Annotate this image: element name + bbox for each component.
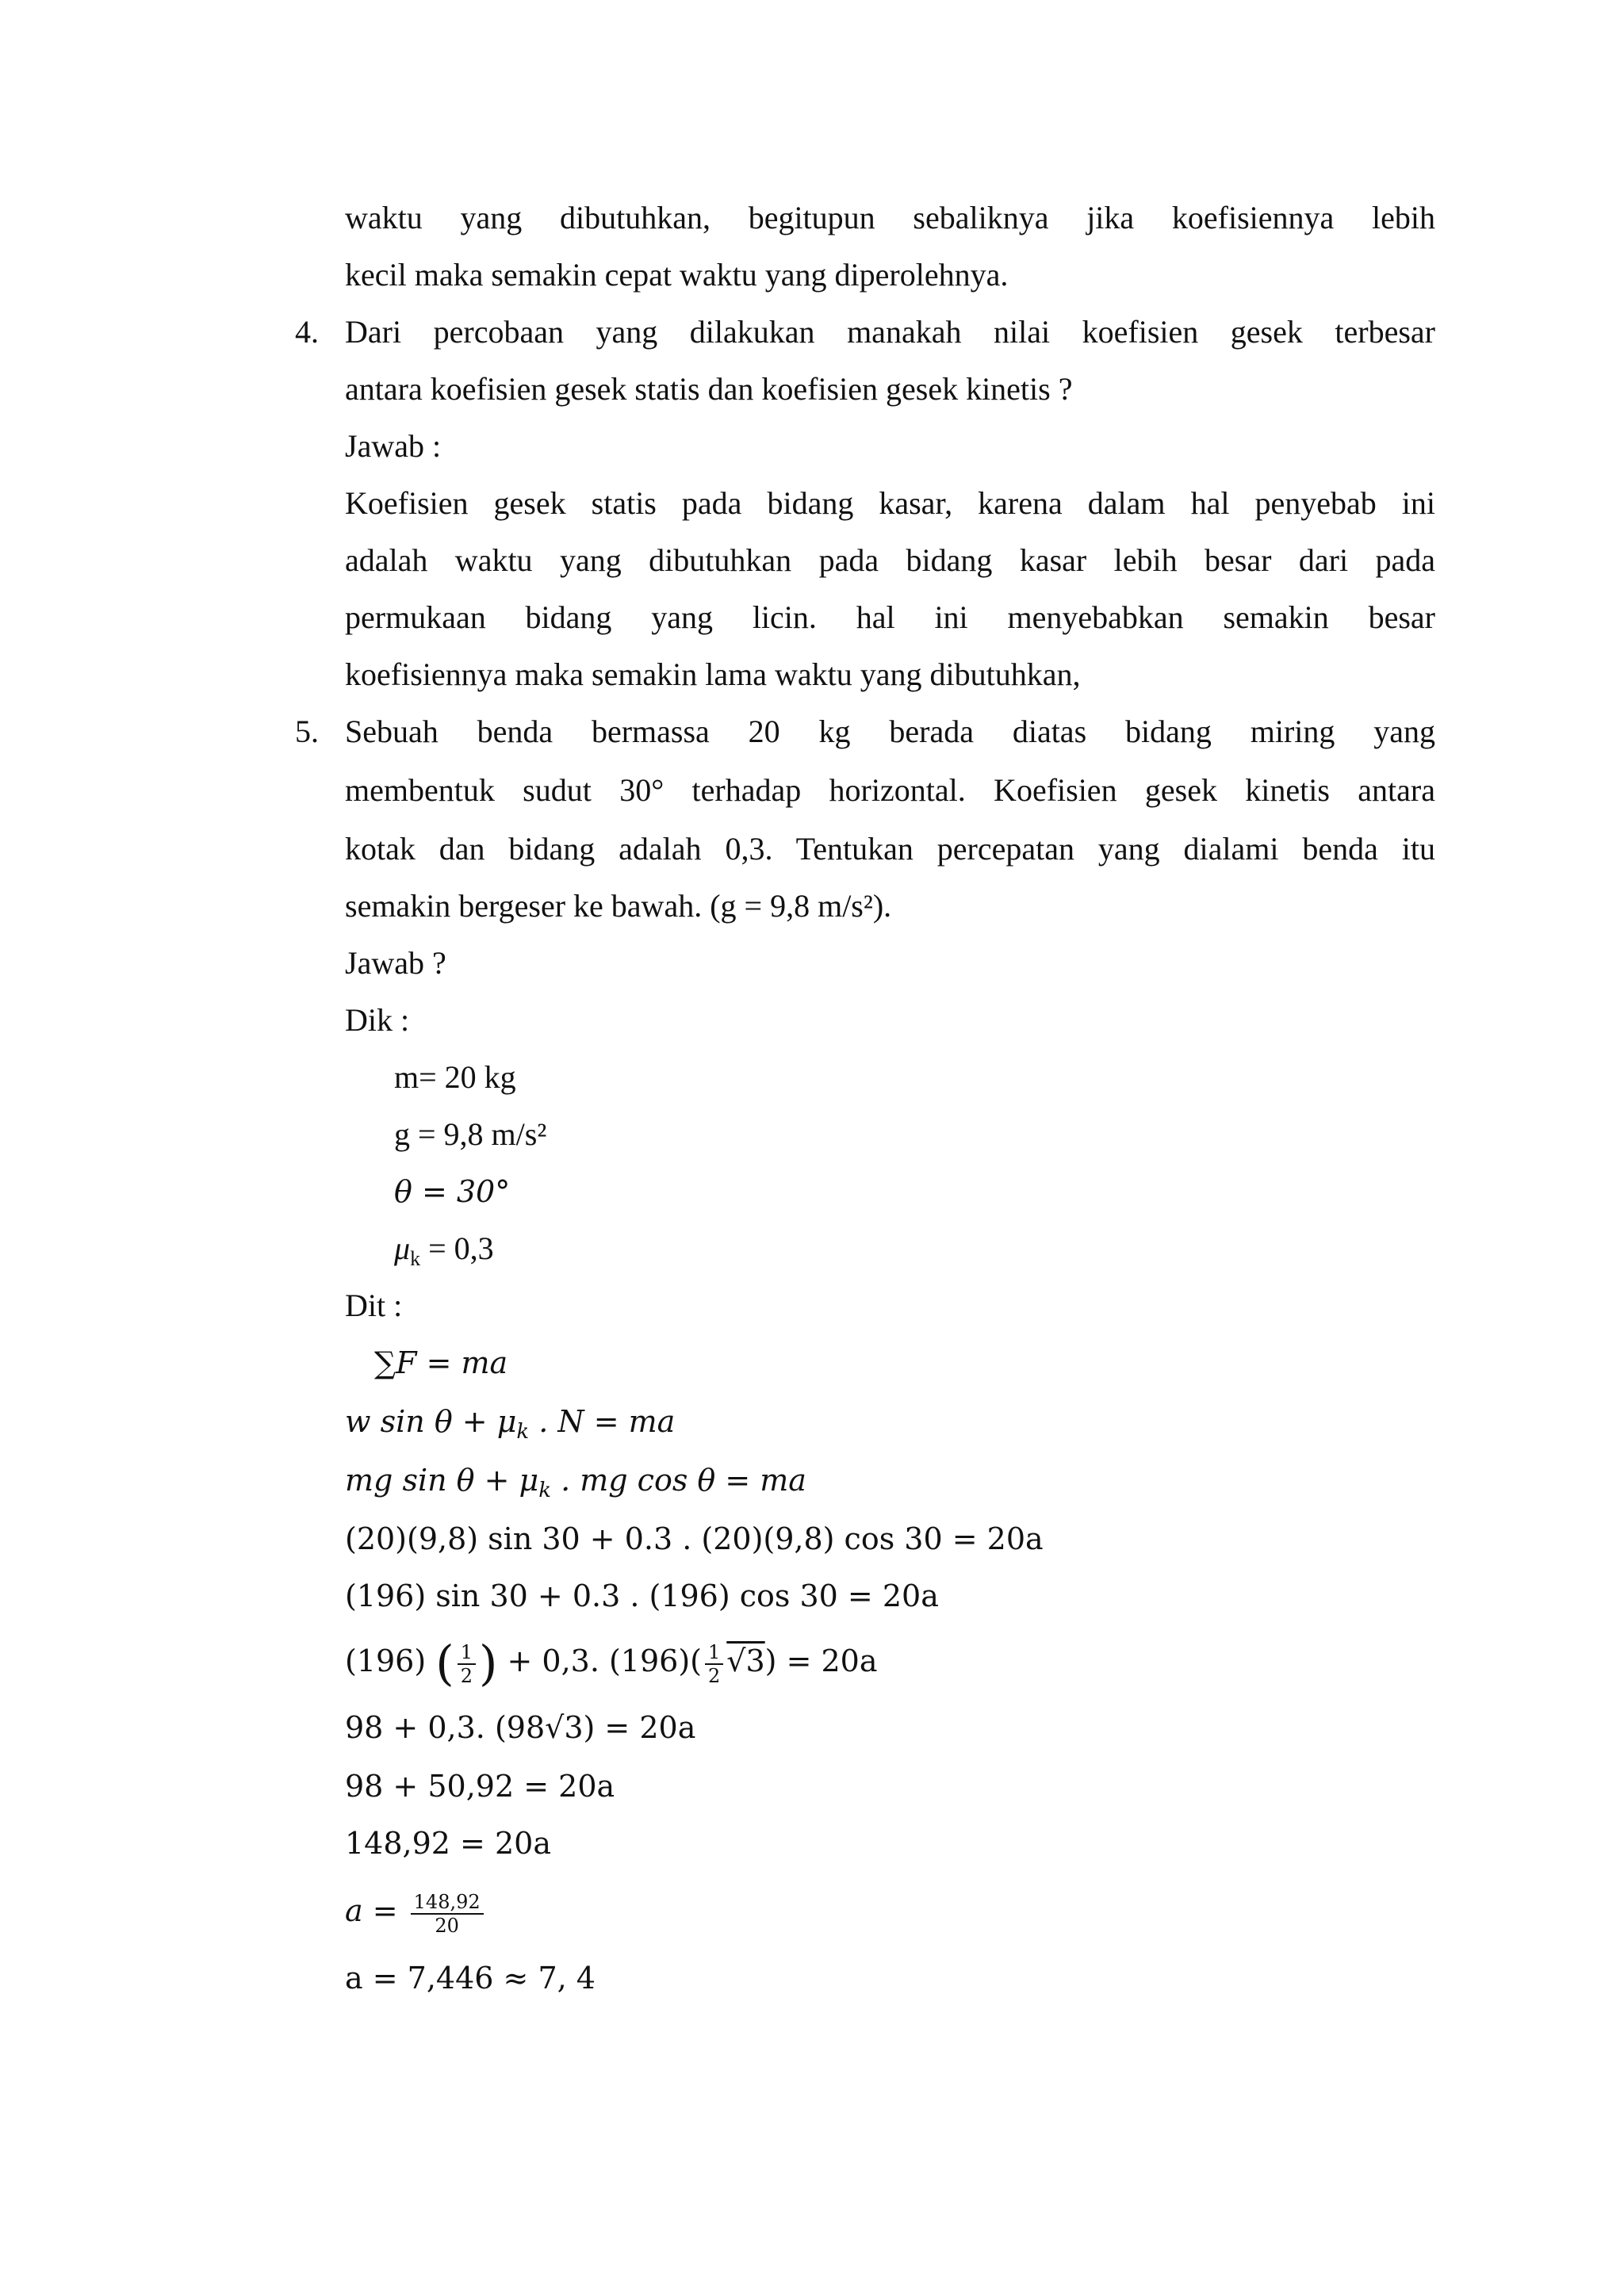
asked-label: Dit : [345, 1288, 403, 1323]
text-line: waktu yang dibutuhkan, begitupun sebaliknya jika koefisiennya lebih [345, 200, 1435, 235]
known-label: Dik : [345, 1002, 410, 1038]
fraction-numerator: 1 [458, 1641, 476, 1665]
known-value: g = 9,8 m/s² [394, 1116, 547, 1152]
equation: (20)(9,8) sin 30 + 0.3 . (20)(9,8) cos 30 = 20a [345, 1521, 1044, 1556]
text-line: kecil maka semakin cepat waktu yang diperolehnya. [345, 257, 1009, 293]
answer-text: koefisiennya maka semakin lama waktu yang dibutuhkan, [345, 656, 1081, 692]
fraction [705, 1641, 723, 1687]
fraction-numerator: 148,92 [411, 1891, 484, 1915]
mu-subscript: k [410, 1247, 421, 1270]
equation [345, 1452, 806, 1519]
equation-text: a = [345, 1893, 408, 1928]
equation: 148,92 = 20a [345, 1826, 551, 1861]
answer-text: permukaan bidang yang licin. hal ini menyebabkan semakin besar [345, 599, 1435, 635]
equation-text: + 0,3. (196)( [497, 1644, 702, 1678]
list-number: 5. [295, 714, 319, 749]
equation-text: ) = 20a [764, 1644, 878, 1678]
answer-text: Koefisien gesek statis pada bidang kasar, karena dalam hal penyebab ini [345, 485, 1435, 521]
fraction [458, 1641, 476, 1687]
equation [345, 1625, 878, 1697]
question-text: membentuk sudut 30° terhadap horizontal. Koefisien gesek kinetis antara [345, 772, 1435, 808]
mu-symbol: μ [394, 1230, 411, 1266]
question-text: antara koefisien gesek statis dan koefisien gesek kinetis ? [345, 371, 1073, 407]
equation [374, 1334, 508, 1391]
equation: 98 + 0,3. (98√3) = 20a [345, 1710, 696, 1745]
equation-result: a = 7,446 ≈ 7, 4 [345, 1961, 596, 1996]
equation-text: (196) [345, 1644, 436, 1678]
known-value [394, 1163, 510, 1220]
question-text: kotak dan bidang adalah 0,3. Tentukan percepatan yang dialami benda itu [345, 831, 1435, 867]
equation-text: mg sin θ + μ [345, 1463, 539, 1498]
mu-value: = 0,3 [420, 1230, 494, 1266]
question-text: Sebuah benda bermassa 20 kg berada diatas bidang miring yang [345, 714, 1435, 749]
equation [345, 1393, 675, 1460]
equation [345, 1875, 487, 1946]
equation-text: ∑F = ma [374, 1345, 508, 1380]
answer-text: adalah waktu yang dibutuhkan pada bidang kasar lebih besar dari pada [345, 542, 1435, 578]
paren-close: ) [478, 1636, 498, 1692]
known-value: m= 20 kg [394, 1059, 516, 1095]
equation-text: . mg cos θ = ma [550, 1463, 806, 1498]
question-text: semakin bergeser ke bawah. (g = 9,8 m/s²). [345, 888, 892, 924]
paren-open: ( [435, 1636, 454, 1692]
equation-text: . N = ma [529, 1404, 676, 1439]
square-root: √3 [726, 1644, 765, 1678]
equation-subscript: k [538, 1479, 551, 1502]
answer-label: Jawab ? [345, 945, 446, 981]
equation: 98 + 50,92 = 20a [345, 1769, 615, 1804]
question-text: Dari percobaan yang dilakukan manakah nilai koefisien gesek terbesar [345, 314, 1435, 350]
list-number: 4. [295, 314, 319, 350]
fraction-denominator: 2 [460, 1664, 473, 1687]
theta-value: θ = 30° [394, 1174, 511, 1209]
equation: (196) sin 30 + 0.3 . (196) cos 30 = 20a [345, 1578, 939, 1613]
answer-label: Jawab : [345, 428, 442, 464]
fraction-numerator: 1 [705, 1641, 723, 1665]
fraction [411, 1891, 484, 1937]
equation-subscript: k [516, 1420, 530, 1444]
known-value [394, 1220, 494, 1288]
fraction-denominator: 20 [435, 1914, 459, 1937]
equation-text: w sin θ + μ [345, 1404, 517, 1439]
fraction-denominator: 2 [708, 1664, 721, 1687]
